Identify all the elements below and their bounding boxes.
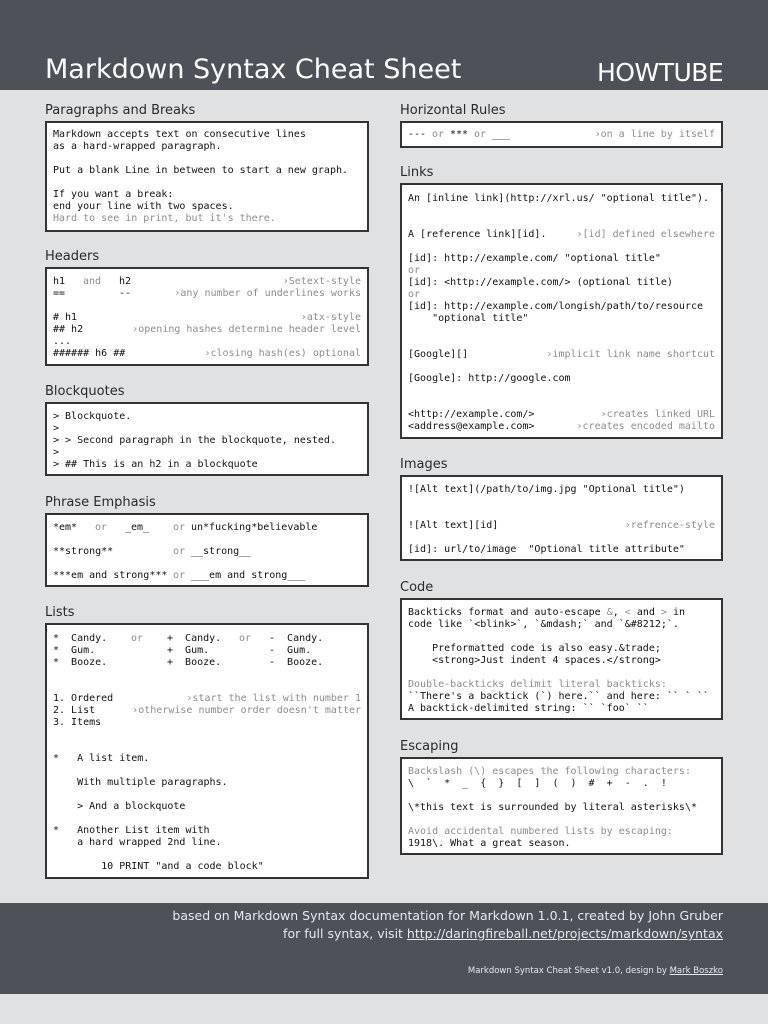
- note-line: Avoid accidental numbered lists by escaping:: [408, 826, 673, 837]
- note-word: or: [173, 522, 186, 533]
- code-line: [id]: url/to/image "Optional title attribute": [408, 544, 685, 555]
- code-line: h1: [53, 276, 66, 287]
- code-line: __strong__: [191, 546, 252, 557]
- note-line: ›atx-style: [300, 312, 361, 323]
- note-line: ›creates encoded mailto: [576, 421, 715, 432]
- hr-box: [400, 121, 723, 148]
- code-line: h2: [119, 276, 132, 287]
- code-text: ,: [612, 607, 625, 618]
- note-line: ›opening hashes determine header level: [132, 324, 361, 335]
- code-line: <strong>Just indent 4 spaces.</strong>: [408, 655, 661, 666]
- note-line: Backslash (\) escapes the following characters:: [408, 766, 691, 777]
- howtube-logo: HOWTUBE: [597, 58, 724, 87]
- code-line: \*this text is surrounded by literal asterisks\*: [408, 802, 697, 813]
- code-entity: >: [660, 607, 667, 618]
- note-line: ›start the list with number 1: [186, 693, 361, 704]
- code-line: _em_: [125, 522, 150, 533]
- note-word: or: [474, 129, 487, 140]
- note-line: ›[id] defined elsewhere: [576, 229, 715, 240]
- code-line: A backtick-delimited string: `` `foo` ``: [408, 703, 649, 714]
- syntax-link[interactable]: http://daringfireball.net/projects/markdown/syntax: [406, 926, 723, 941]
- code-line: + Gum.: [167, 645, 210, 656]
- code-line: [Google][]: [408, 349, 469, 360]
- code-line: If you want a break:: [53, 189, 174, 200]
- code-line: > ## This is an h2 in a blockquote: [53, 459, 258, 470]
- images-box: [400, 475, 723, 561]
- code-line: Markdown accepts text on consecutive lines: [53, 129, 306, 140]
- code-line: 10 PRINT "and a code block": [53, 861, 264, 872]
- code-line: + Candy.: [167, 633, 222, 644]
- code-line: code like `<blink>`, `&mdash;` and `&#8212;`.: [408, 619, 679, 630]
- code-line: <address@example.com>: [408, 421, 535, 432]
- note-word: or: [131, 633, 144, 644]
- code-line: "optional title": [408, 313, 529, 324]
- paragraphs-box: [45, 121, 369, 232]
- section-title-blockquotes: Blockquotes: [45, 384, 125, 399]
- note-word: or: [408, 289, 421, 300]
- section-title-lists: Lists: [45, 605, 75, 620]
- code-line: ==: [53, 288, 66, 299]
- code-line: *em*: [53, 522, 78, 533]
- footer-syntax-link-line: [283, 926, 723, 941]
- code-line: --: [119, 288, 132, 299]
- code-text: Backticks format and auto-escape: [408, 607, 607, 618]
- code-line: end your line with two spaces.: [53, 201, 234, 212]
- code-line: [id]: http://example.com/longish/path/to/resource: [408, 301, 704, 312]
- code-line: * Candy.: [53, 633, 108, 644]
- code-line: ---: [408, 129, 427, 140]
- code-entity: <: [624, 607, 631, 618]
- code-line: ***em and strong***: [53, 570, 168, 581]
- lists-box: [45, 623, 369, 879]
- code-line: [408, 607, 685, 619]
- code-line: [id]: http://example.com/ "optional title": [408, 253, 661, 264]
- section-title-headers: Headers: [45, 249, 100, 264]
- note-line: ›closing hash(es) optional: [204, 348, 361, 359]
- code-line: <http://example.com/>: [408, 409, 535, 420]
- code-line: 2. List: [53, 705, 96, 716]
- footer-link-prefix: for full syntax, visit: [283, 926, 407, 941]
- code-line: ___em and strong___: [191, 570, 306, 581]
- note-line: ›any number of underlines works: [174, 288, 361, 299]
- code-line: An [inline link](http://xrl.us/ "optional title").: [408, 193, 710, 204]
- links-box: [400, 183, 723, 439]
- code-line: With multiple paragraphs.: [53, 777, 228, 788]
- code-line: > Blockquote.: [53, 411, 132, 422]
- code-line: \ ` * _ { } [ ] ( ) # + - . !: [408, 778, 667, 789]
- code-line: a hard wrapped 2nd line.: [53, 837, 222, 848]
- code-line: > > Second paragraph in the blockquote, nested.: [53, 435, 336, 446]
- section-title-escaping: Escaping: [400, 739, 459, 754]
- code-line: ## h2: [53, 324, 84, 335]
- note-line: Double-backticks delimit literal backticks:: [408, 679, 667, 690]
- code-line: [Google]: http://google.com: [408, 373, 571, 384]
- note-line: ›otherwise number order doesn't matter: [132, 705, 361, 716]
- note-line: ›refrence-style: [624, 520, 715, 531]
- section-title-emphasis: Phrase Emphasis: [45, 495, 156, 510]
- blockquotes-box: [45, 402, 369, 476]
- section-title-links: Links: [400, 165, 434, 180]
- section-title-images: Images: [400, 457, 448, 472]
- designer-link[interactable]: Mark Boszko: [669, 966, 723, 976]
- code-line: as a hard-wrapped paragraph.: [53, 141, 222, 152]
- note-word: or: [173, 570, 186, 581]
- note-word: and: [83, 276, 102, 287]
- escaping-box: [400, 757, 723, 855]
- note-line: ›Setext-style: [282, 276, 361, 287]
- page-title: Markdown Syntax Cheat Sheet: [45, 54, 462, 85]
- footer-design-credit: [468, 966, 723, 976]
- note-word: or: [239, 633, 252, 644]
- code-line: ![Alt text](/path/to/img.jpg "Optional title"): [408, 484, 685, 495]
- code-box: [400, 598, 723, 720]
- code-line: * Booze.: [53, 657, 108, 668]
- code-line: - Booze.: [269, 657, 324, 668]
- note-word: or: [408, 265, 421, 276]
- code-entity: &: [606, 607, 613, 618]
- code-line: [id]: <http://example.com/> (optional title): [408, 277, 673, 288]
- code-line: 1. Ordered: [53, 693, 114, 704]
- code-line: ![Alt text][id]: [408, 520, 499, 531]
- emphasis-box: [45, 513, 369, 587]
- code-line: - Candy.: [269, 633, 324, 644]
- code-line: - Gum.: [269, 645, 312, 656]
- section-title-code: Code: [400, 580, 434, 595]
- code-line: ``There's a backtick (`) here.`` and here: `` ` ``: [408, 691, 710, 702]
- code-line: 1918\. What a great season.: [408, 838, 571, 849]
- note-line: Hard to see in print, but it's there.: [53, 213, 276, 224]
- note-word: or: [95, 522, 108, 533]
- code-line: Preformatted code is also easy.&trade;: [408, 643, 661, 654]
- code-line: * Gum.: [53, 645, 96, 656]
- note-line: ›on a line by itself: [594, 129, 715, 140]
- code-line: * Another List item with: [53, 825, 210, 836]
- code-text: and: [630, 607, 661, 618]
- code-line: # h1: [53, 312, 78, 323]
- code-line: >: [53, 423, 60, 434]
- code-text: in: [666, 607, 685, 618]
- note-line: ›implicit link name shortcut: [546, 349, 715, 360]
- code-line: A [reference link][id].: [408, 229, 547, 240]
- note-word: or: [432, 129, 445, 140]
- code-line: > And a blockquote: [53, 801, 186, 812]
- section-title-paragraphs: Paragraphs and Breaks: [45, 103, 196, 118]
- footer-credit: based on Markdown Syntax documentation for Markdown 1.0.1, created by John Gruber: [172, 908, 723, 923]
- note-line: ›creates linked URL: [600, 409, 715, 420]
- code-line: un*fucking*believable: [191, 522, 318, 533]
- section-title-hr: Horizontal Rules: [400, 103, 506, 118]
- code-line: ###### h6 ##: [53, 348, 126, 359]
- note-word: or: [173, 546, 186, 557]
- code-line: Put a blank Line in between to start a new graph.: [53, 165, 349, 176]
- code-line: 3. Items: [53, 717, 102, 728]
- headers-box: [45, 267, 369, 366]
- code-line: + Booze.: [167, 657, 222, 668]
- code-line: ___: [492, 129, 511, 140]
- code-line: **strong**: [53, 546, 114, 557]
- code-line: * A list item.: [53, 753, 150, 764]
- code-line: ...: [53, 336, 72, 347]
- code-line: >: [53, 447, 60, 458]
- design-credit-prefix: Markdown Syntax Cheat Sheet v1.0, design by: [467, 966, 670, 976]
- code-line: ***: [450, 129, 469, 140]
